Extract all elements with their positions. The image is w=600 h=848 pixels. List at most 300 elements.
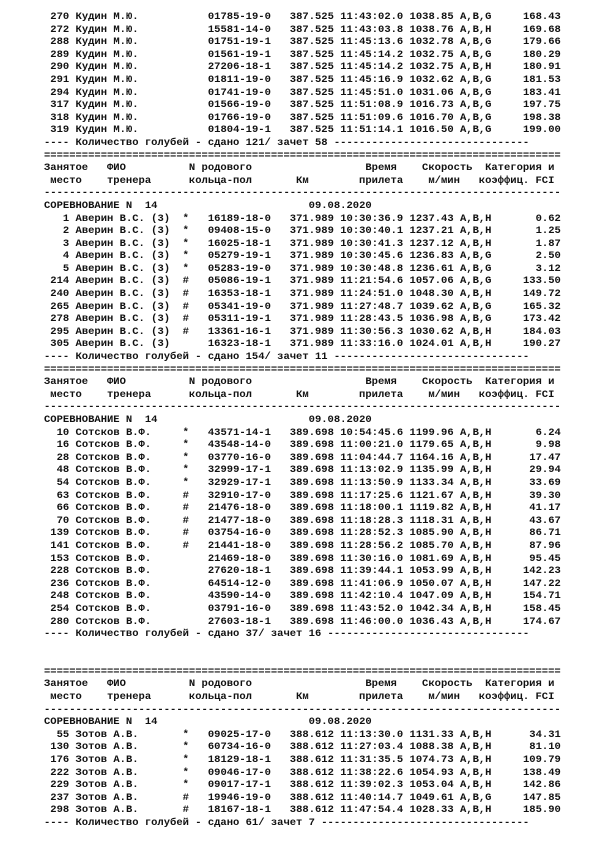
ring-cell: 21476-18-0 [207,502,271,515]
competition-title: СОРЕВНОВАНИЕ N 14 [44,414,309,426]
category-cell: A,B,H [459,779,492,792]
km-cell: 371.989 [289,313,334,326]
table-row [44,263,561,276]
time-cell: 11:28:52.3 [340,527,404,540]
speed-cell: 1199.96 [409,426,454,439]
ring-cell: 13361-16-1 [207,325,271,338]
ring-cell: 18129-18-1 [207,754,271,767]
ring-cell: 32910-17-0 [207,489,271,502]
column-header: место тренера кольца-пол Км прилета м/мин коэффиц. FCI [44,691,555,704]
place-cell: 295 [44,325,70,338]
time-cell: 11:39:44.1 [340,565,404,578]
mark-cell [183,124,189,136]
time-cell: 11:45:13.6 [340,36,404,49]
km-cell: 387.525 [289,61,334,74]
competition-line [44,200,561,213]
place-cell: 130 [44,741,70,754]
name-cell: Сотсков В.Ф. [75,590,171,603]
mark-cell [183,553,189,565]
name-cell: Аверин В.С. (3) [75,288,171,301]
fci-cell: 184.03 [491,325,561,338]
table-row [44,288,561,301]
mark-cell: * [182,754,189,767]
category-cell: A,B,H [459,741,492,754]
results-report [44,11,561,830]
category-cell: A,B,H [459,527,492,540]
speed-cell: 1131.33 [409,728,454,741]
mark-cell: * [182,728,189,741]
table-row [44,767,561,780]
fci-cell: 39.30 [491,489,561,502]
category-cell: A,B,G [459,300,492,313]
category-cell: A,B,G [459,73,492,86]
time-cell: 11:43:03.8 [340,23,404,36]
mark-cell [183,603,189,615]
speed-cell: 1032.75 [409,61,454,74]
km-cell: 388.612 [289,741,334,754]
category-cell: A,B,H [459,804,492,817]
fci-cell: 33.69 [491,476,561,489]
place-cell: 66 [44,502,70,515]
time-cell: 11:47:54.4 [340,804,404,817]
fci-cell: 154.71 [491,590,561,603]
ring-cell: 19946-19-0 [207,791,271,804]
time-cell: 11:38:22.6 [340,766,404,779]
blank-line [44,653,561,666]
ring-cell: 16353-18-1 [207,288,271,301]
ring-cell: 03770-16-0 [207,451,271,464]
ring-cell: 09025-17-0 [207,728,271,741]
ring-cell: 43590-14-0 [207,590,271,603]
mark-cell: # [182,791,189,804]
summary-line: ---- Количество голубей - сдано 61/ зачет 7 --------------------------------- [44,817,530,829]
category-cell: A,B,H [459,237,492,250]
name-cell: Сотсков В.Ф. [75,464,171,477]
speed-cell: 1030.62 [409,325,454,338]
fci-cell: 181.53 [491,73,561,86]
column-header: Занятое ФИО N родового Время Скорость Категория и [44,162,555,175]
fci-cell: 95.45 [491,552,561,565]
category-cell: A,B,H [459,502,492,515]
speed-cell: 1164.16 [409,451,454,464]
speed-cell: 1133.34 [409,476,454,489]
ring-cell: 16025-18-1 [207,237,271,250]
place-cell: 10 [44,426,70,439]
speed-cell: 1118.31 [409,514,454,527]
summary-line: ---- Количество голубей - сдано 37/ зачет 16 -------------------------------- [44,628,530,641]
mark-cell: # [182,539,189,552]
place-cell: 272 [44,23,70,36]
category-cell: A,B,H [459,451,492,464]
category-cell: A,B,H [459,426,492,439]
place-cell: 319 [44,124,70,137]
ring-cell: 32929-17-1 [207,476,271,489]
time-cell: 10:30:48.8 [340,262,404,275]
fci-cell: 1.25 [491,225,561,238]
ring-cell: 01804-19-1 [207,124,271,137]
fci-cell: 87.96 [491,539,561,552]
time-cell: 11:43:52.0 [340,602,404,615]
name-cell: Аверин В.С. (3) [75,212,171,225]
column-header: место тренера кольца-пол Км прилета м/мин коэффиц. FCI [44,174,555,187]
category-cell: A,B,H [459,565,492,578]
time-cell: 11:27:03.4 [340,741,404,754]
mark-cell [183,99,189,111]
speed-cell: 1016.50 [409,124,454,137]
mark-cell [183,578,189,590]
category-cell: A,B,H [459,577,492,590]
category-cell: A,B,G [459,313,492,326]
speed-cell: 1031.06 [409,86,454,99]
table-row [44,427,561,440]
ring-cell: 27206-18-1 [207,61,271,74]
time-cell: 11:31:35.5 [340,754,404,767]
name-cell: Аверин В.С. (3) [75,313,171,326]
table-row [44,464,561,477]
category-cell: A,B,H [459,225,492,238]
speed-cell: 1121.67 [409,489,454,502]
name-cell: Сотсков В.Ф. [75,476,171,489]
name-cell: Сотсков В.Ф. [75,426,171,439]
speed-cell: 1047.09 [409,590,454,603]
ring-cell: 05283-19-0 [207,262,271,275]
ring-cell: 01766-19-0 [207,111,271,124]
place-cell: 289 [44,48,70,61]
ring-cell: 16323-18-1 [207,338,271,351]
name-cell: Сотсков В.Ф. [75,527,171,540]
place-cell: 291 [44,73,70,86]
table-row [44,213,561,226]
place-cell: 229 [44,779,70,792]
fci-cell: 1.87 [491,237,561,250]
fci-cell: 86.71 [491,527,561,540]
fci-cell: 17.47 [491,451,561,464]
km-cell: 389.698 [289,464,334,477]
ring-cell: 21469-18-0 [207,552,271,565]
competition-date: 09.08.2020 [308,414,372,426]
table-row [44,74,561,87]
km-cell: 389.698 [289,489,334,502]
fci-cell: 199.00 [491,124,561,137]
name-cell: Сотсков В.Ф. [75,489,171,502]
name-cell: Зотов А.В. [75,804,171,817]
competition-title: СОРЕВНОВАНИЕ N 14 [44,716,309,729]
mark-cell [183,338,189,350]
speed-cell: 1053.99 [409,565,454,578]
speed-cell: 1236.61 [409,262,454,275]
place-cell: 139 [44,527,70,540]
place-cell: 55 [44,728,70,741]
speed-cell: 1237.43 [409,212,454,225]
fci-cell: 180.29 [491,48,561,61]
name-cell: Зотов А.В. [75,766,171,779]
place-cell: 222 [44,766,70,779]
time-cell: 11:27:48.7 [340,300,404,313]
table-row [44,616,561,629]
time-cell: 11:18:28.3 [340,514,404,527]
fci-cell: 34.31 [491,728,561,741]
name-cell: Зотов А.В. [75,754,171,767]
category-cell: A,B,H [459,61,492,74]
km-cell: 387.525 [289,23,334,36]
speed-cell: 1049.61 [409,791,454,804]
category-cell: A,B,G [459,36,492,49]
km-cell: 389.698 [289,476,334,489]
name-cell: Сотсков В.Ф. [75,602,171,615]
mark-cell: * [182,741,189,754]
place-cell: 317 [44,99,70,112]
fci-cell: 41.17 [491,502,561,515]
time-cell: 11:21:54.6 [340,275,404,288]
name-cell: Аверин В.С. (3) [75,275,171,288]
mark-cell: # [182,804,189,817]
time-cell: 10:30:36.9 [340,212,404,225]
speed-cell: 1119.82 [409,502,454,515]
km-cell: 387.525 [289,11,334,23]
km-cell: 389.698 [289,439,334,452]
mark-cell [183,565,189,577]
ring-cell: 05279-19-1 [207,250,271,263]
fci-cell: 138.49 [491,766,561,779]
mark-cell [183,11,189,23]
table-row [44,754,561,767]
ring-cell: 18167-18-1 [207,804,271,817]
km-cell: 387.525 [289,124,334,137]
table-row [44,87,561,100]
fci-cell: 169.68 [491,23,561,36]
km-cell: 388.612 [289,728,334,741]
km-cell: 389.698 [289,552,334,565]
time-cell: 11:04:44.7 [340,451,404,464]
ring-cell: 27603-18-1 [207,615,271,628]
mark-cell: * [182,464,189,477]
ring-cell: 43548-14-0 [207,439,271,452]
category-cell: A,B,G [459,48,492,61]
km-cell: 387.525 [289,36,334,49]
fci-cell: 0.62 [491,212,561,225]
ring-cell: 05086-19-1 [207,275,271,288]
place-cell: 288 [44,36,70,49]
mark-cell [183,616,189,628]
table-row [44,502,561,515]
category-cell: A,B,H [459,539,492,552]
table-row [44,452,561,465]
speed-cell: 1088.38 [409,741,454,754]
name-cell: Кудин М.Ю. [75,99,171,112]
place-cell: 248 [44,590,70,603]
km-cell: 371.989 [289,262,334,275]
place-cell: 48 [44,464,70,477]
place-cell: 153 [44,552,70,565]
km-cell: 371.989 [289,237,334,250]
mark-cell: * [182,476,189,489]
place-cell: 28 [44,451,70,464]
place-cell: 270 [44,11,70,23]
mark-cell: # [182,489,189,502]
place-cell: 141 [44,539,70,552]
mark-cell [183,112,189,124]
km-cell: 389.698 [289,602,334,615]
separator-line: ================================================================================== [44,665,561,678]
place-cell: 214 [44,275,70,288]
fci-cell: 179.66 [491,36,561,49]
km-cell: 389.698 [289,590,334,603]
speed-cell: 1048.30 [409,288,454,301]
mark-cell: # [182,514,189,527]
ring-cell: 60734-16-0 [207,741,271,754]
separator-line: ---------------------------------------------------------------------------------- [44,703,561,716]
name-cell: Зотов А.В. [75,728,171,741]
speed-cell: 1237.21 [409,225,454,238]
speed-cell: 1032.62 [409,73,454,86]
separator-line: ---------------------------------------------------------------------------------- [44,187,561,200]
speed-cell: 1028.33 [409,804,454,817]
km-cell: 388.612 [289,791,334,804]
ring-cell: 64514-12-0 [207,577,271,590]
competition-date: 09.08.2020 [308,199,372,212]
table-row [44,741,561,754]
speed-cell: 1042.34 [409,602,454,615]
ring-cell: 32999-17-1 [207,464,271,477]
category-cell: A,B,H [459,338,492,351]
ring-cell: 09408-15-0 [207,225,271,238]
name-cell: Кудин М.Ю. [75,11,171,23]
category-cell: A,B,G [459,262,492,275]
table-row [44,36,561,49]
category-cell: A,B,G [459,86,492,99]
km-cell: 371.989 [289,212,334,225]
mark-cell: # [182,300,189,313]
time-cell: 11:24:51.0 [340,288,404,301]
time-cell: 11:40:14.7 [340,791,404,804]
category-cell: A,B,H [459,464,492,477]
fci-cell: 6.24 [491,426,561,439]
time-cell: 11:30:56.3 [340,325,404,338]
fci-cell: 173.42 [491,313,561,326]
table-row [44,24,561,37]
fci-cell: 174.67 [491,615,561,628]
fci-cell: 180.91 [491,61,561,74]
name-cell: Сотсков В.Ф. [75,502,171,515]
km-cell: 371.989 [289,300,334,313]
speed-cell: 1016.70 [409,111,454,124]
name-cell: Аверин В.С. (3) [75,225,171,238]
time-cell: 11:41:06.9 [340,577,404,590]
ring-cell: 01811-19-0 [207,73,271,86]
place-cell: 70 [44,514,70,527]
place-cell: 16 [44,439,70,452]
column-header: место тренера кольца-пол Км прилета м/мин коэффиц. FCI [44,388,555,401]
name-cell: Аверин В.С. (3) [75,237,171,250]
separator-line: ================================================================================== [44,149,561,162]
speed-cell: 1237.12 [409,237,454,250]
mark-cell: * [182,237,189,250]
speed-cell: 1038.85 [409,11,454,23]
separator-line: ================================================================================== [44,363,561,376]
separator-line: ---------------------------------------------------------------------------------- [44,401,561,414]
speed-cell: 1050.07 [409,577,454,590]
place-cell: 54 [44,476,70,489]
category-cell: A,B,G [459,99,492,112]
name-cell: Сотсков В.Ф. [75,439,171,452]
name-cell: Сотсков В.Ф. [75,565,171,578]
place-cell: 294 [44,86,70,99]
fci-cell: 198.38 [491,111,561,124]
ring-cell: 09046-17-0 [207,766,271,779]
speed-cell: 1085.90 [409,527,454,540]
km-cell: 389.698 [289,426,334,439]
name-cell: Аверин В.С. (3) [75,262,171,275]
time-cell: 11:45:16.9 [340,73,404,86]
fci-cell: 185.90 [491,804,561,817]
fci-cell: 133.50 [491,275,561,288]
category-cell: A,B,H [459,552,492,565]
fci-cell: 109.79 [491,754,561,767]
fci-cell: 3.12 [491,262,561,275]
mark-cell: * [182,439,189,452]
fci-cell: 149.72 [491,288,561,301]
km-cell: 387.525 [289,48,334,61]
place-cell: 290 [44,61,70,74]
table-row [44,804,561,817]
table-row [44,603,561,616]
category-cell: A,B,G [459,124,492,137]
place-cell: 318 [44,111,70,124]
name-cell: Аверин В.С. (3) [75,300,171,313]
time-cell: 11:42:10.4 [340,590,404,603]
category-cell: A,B,H [459,602,492,615]
time-cell: 10:54:45.6 [340,426,404,439]
category-cell: A,B,H [459,615,492,628]
mark-cell [183,36,189,48]
time-cell: 10:30:41.3 [340,237,404,250]
km-cell: 387.525 [289,99,334,112]
place-cell: 240 [44,288,70,301]
table-row [44,225,561,238]
table-row [44,779,561,792]
time-cell: 11:51:14.1 [340,124,404,137]
speed-cell: 1081.69 [409,552,454,565]
mark-cell: # [182,275,189,288]
km-cell: 389.698 [289,539,334,552]
time-cell: 11:46:00.0 [340,615,404,628]
time-cell: 11:51:08.9 [340,99,404,112]
ring-cell: 16189-18-0 [207,212,271,225]
km-cell: 371.989 [289,275,334,288]
mark-cell: # [182,527,189,540]
mark-cell: * [182,451,189,464]
column-header: Занятое ФИО N родового Время Скорость Категория и [44,376,555,389]
place-cell: 278 [44,313,70,326]
category-cell: A,B,G [459,275,492,288]
summary-line: ---- Количество голубей - сдано 121/ зачет 58 ------------------------------- [44,136,530,149]
name-cell: Сотсков В.Ф. [75,514,171,527]
km-cell: 371.989 [289,250,334,263]
mark-cell: * [182,225,189,238]
category-cell: A,B,H [459,23,492,36]
mark-cell: # [182,325,189,338]
mark-cell [183,24,189,36]
table-row [44,124,561,137]
speed-cell: 1032.78 [409,36,454,49]
speed-cell: 1038.76 [409,23,454,36]
place-cell: 1 [44,212,70,225]
place-cell: 305 [44,338,70,351]
time-cell: 11:45:14.2 [340,48,404,61]
competition-line [44,414,561,427]
mark-cell: * [182,262,189,275]
mark-cell [183,61,189,73]
